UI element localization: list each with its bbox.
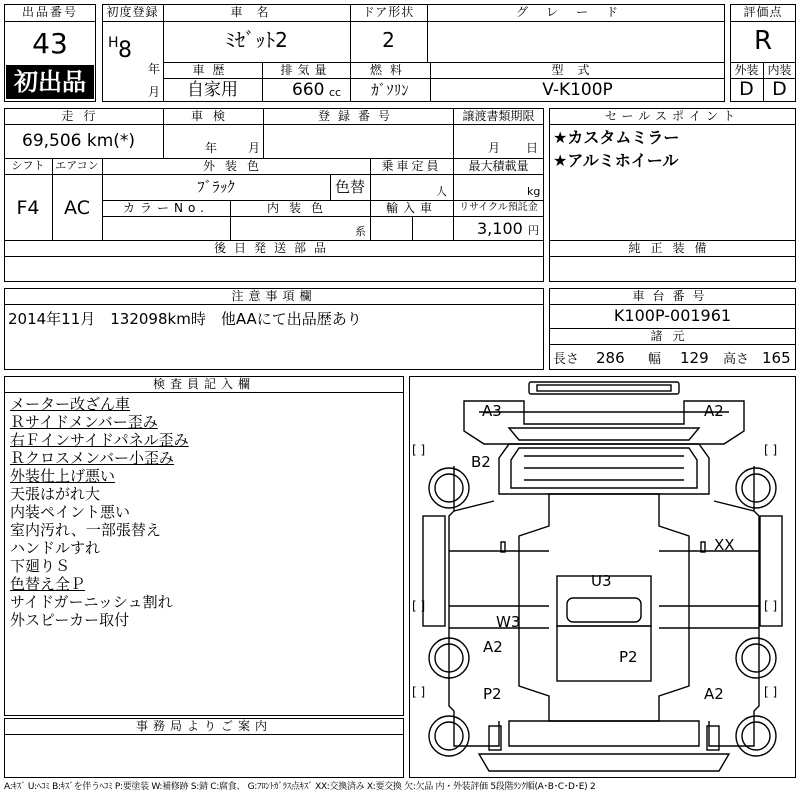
capacity-unit: 人 [436, 185, 447, 198]
max-load-unit: kg [527, 185, 541, 198]
ext-color-value: ﾌﾞﾗｯｸ [197, 178, 235, 196]
transfer-month-unit: 月 [488, 141, 501, 155]
sales-point-2: ★アルミホイール [553, 151, 679, 170]
notes-text: 2014年11月 132098km時 他AAにて出品歴あり [8, 310, 362, 328]
mark-a3: A3 [482, 402, 502, 420]
displacement-unit: cc [329, 86, 342, 99]
ac-value: AC [64, 197, 90, 219]
model-label: 型式 [551, 63, 604, 77]
mark-a2-left: A2 [483, 638, 503, 656]
sales-point-1: ★カスタムミラー [553, 128, 680, 147]
era-prefix: H [108, 35, 119, 51]
mark-u3: U3 [591, 572, 612, 590]
sales-points-label: セールスポイント [605, 109, 740, 123]
first-reg-label: 初度登録 [106, 5, 159, 19]
inspection-month-unit: 月 [248, 141, 261, 155]
int-color-unit: 系 [355, 225, 366, 238]
mileage-label: 走行 [61, 109, 106, 123]
recycle-label: リサイクル預託金 [459, 202, 538, 213]
inspection-label: 車検 [190, 109, 235, 123]
inspector-line: 室内汚れ、一部張替え [10, 521, 161, 539]
recycle-unit: 円 [528, 224, 539, 237]
reg-year: 8 [118, 38, 132, 63]
mark-b2: B2 [471, 453, 491, 471]
legend-text: A:ｷｽﾞ U:ﾍｺﾐ B:ｷｽﾞを伴うﾍｺﾐ P:要塗装 W:補修跡 S:錆 C:腐食、 G:ﾌﾛﾝﾄｶﾞﾗｽ点ｷｽﾞ XX:交換済み X:要交換 欠:欠品 内・外装評価 5段階ﾗﾝｸ順(A･B･C･D･E) 2 [4, 782, 596, 792]
inspection-year-unit: 年 [205, 141, 218, 155]
bracket-right-2: [ ] [764, 599, 778, 613]
car-name: ﾐｾﾞｯﾄ2 [225, 28, 288, 52]
lot-number: 43 [32, 27, 68, 60]
displacement-label: 排気量 [280, 63, 332, 77]
month-unit: 月 [148, 85, 161, 99]
bracket-right-1: [ ] [764, 443, 778, 457]
bracket-left-3: [ ] [412, 685, 426, 699]
inspector-line: サイドガーニッシュ割れ [10, 593, 173, 611]
mark-xx: XX [714, 536, 735, 554]
first-listing-badge [6, 65, 94, 99]
dims-label: 諸元 [650, 329, 695, 343]
ext-color-label: 外装色 [202, 159, 269, 173]
capacity-label: 乗車定員 [381, 159, 442, 173]
ac-label: エアコン [55, 159, 99, 172]
inspector-line: 色替え全Ｐ [10, 575, 86, 593]
fuel-value: ｶﾞｿﾘﾝ [371, 81, 409, 99]
inspector-line: 内装ペイント悪い [10, 503, 131, 521]
inspector-line: メーター改ざん車 [10, 395, 131, 413]
door-count: 2 [382, 28, 395, 52]
inspector-line: 右Ｆインサイドパネル歪み [10, 431, 189, 449]
length-value: 286 [596, 349, 625, 367]
shift-label: シフト [11, 159, 45, 172]
car-name-label: 車名 [230, 5, 283, 19]
import-label: 輸入車 [385, 201, 437, 215]
bracket-left-1: [ ] [412, 443, 426, 457]
first-listing-text: 初出品 [14, 68, 86, 96]
year-unit: 年 [148, 62, 161, 76]
notes-label: 注意事項欄 [231, 289, 317, 303]
height-label: 高さ [723, 352, 750, 367]
color-change-mark: 色替 [334, 178, 365, 196]
mark-p2-left: P2 [483, 685, 502, 703]
displacement-value: 660 [292, 80, 325, 100]
genuine-equipment-label: 純正装備 [628, 241, 717, 255]
exterior-grade: D [739, 78, 754, 100]
length-label: 長さ [553, 352, 580, 367]
recycle-fee: 3,100 [477, 219, 523, 238]
score-value: R [753, 26, 773, 56]
exterior-grade-label: 外装 [734, 63, 759, 77]
model-value: V-K100P [542, 80, 613, 100]
mileage-value: 69,506 km(*) [22, 131, 136, 151]
max-load-label: 最大積載量 [468, 159, 529, 173]
inspector-line: 外スピーカー取付 [10, 611, 130, 629]
grade-label: グレード [515, 5, 636, 19]
inspector-label: 検査員記入欄 [152, 377, 255, 391]
color-no-label: カラーNo. [123, 201, 209, 215]
chassis-number: K100P-001961 [613, 306, 732, 325]
door-label: ドア形状 [362, 5, 415, 19]
history-label: 車歴 [192, 63, 233, 77]
int-color-label: 内装色 [266, 201, 333, 215]
lot-no-label: 出品番号 [21, 5, 78, 19]
inspector-line: 下廻りＳ [10, 557, 71, 575]
inspector-notes [0, 395, 404, 715]
reg-no-label: 登録番号 [317, 109, 398, 123]
mark-p2-center: P2 [619, 648, 638, 666]
fuel-label: 燃料 [369, 63, 410, 77]
later-parts-label: 後日発送部品 [213, 241, 334, 255]
width-value: 129 [680, 349, 709, 367]
inspector-line: 外装仕上げ悪い [10, 467, 116, 485]
shift-value: F4 [16, 197, 40, 219]
office-label: 事務局よりご案内 [135, 719, 272, 733]
mark-a2-front-right: A2 [704, 402, 724, 420]
inspector-line: 天張はがれ大 [10, 485, 101, 503]
bracket-left-2: [ ] [412, 599, 426, 613]
inspector-line: Ｒクロスメンバー小歪み [10, 449, 174, 467]
mark-a2-rear-right: A2 [704, 685, 724, 703]
bracket-right-3: [ ] [764, 685, 778, 699]
transfer-day-unit: 日 [526, 141, 539, 155]
height-value: 165 [762, 349, 791, 367]
interior-grade-label: 内装 [767, 63, 792, 77]
width-label: 幅 [648, 352, 662, 367]
transfer-doc-label: 譲渡書類期限 [462, 109, 535, 123]
mark-w3: W3 [496, 613, 521, 631]
inspector-line: Ｒサイドメンバー歪み [10, 413, 158, 431]
chassis-label: 車台番号 [632, 289, 713, 303]
score-label: 評価点 [743, 5, 783, 19]
inspector-line: ハンドルすれ [10, 539, 101, 557]
history-value: 自家用 [187, 80, 238, 100]
interior-grade: D [772, 78, 787, 100]
